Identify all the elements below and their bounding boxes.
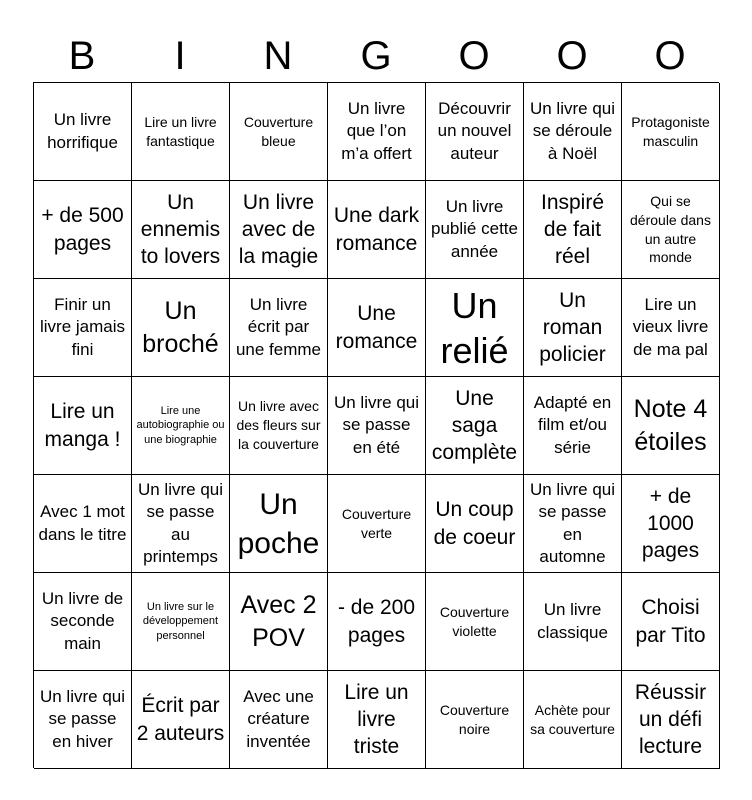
bingo-cell-r1-c2[interactable]: Lire un livre fantastique	[132, 83, 230, 181]
title-letter-o-1: O	[458, 34, 490, 78]
bingo-cell-r3-c4[interactable]: Une romance	[328, 279, 426, 377]
bingo-cell-r3-c2[interactable]: Un broché	[132, 279, 230, 377]
title-letter-o-3: O	[654, 34, 686, 78]
bingo-cell-r6-c7[interactable]: Choisi par Tito	[622, 573, 720, 671]
bingo-cell-r1-c3[interactable]: Couverture bleue	[230, 83, 328, 181]
bingo-cell-r7-c6[interactable]: Achète pour sa couverture	[524, 671, 622, 769]
bingo-cell-r7-c7[interactable]: Réussir un défi lecture	[622, 671, 720, 769]
bingo-cell-r2-c7[interactable]: Qui se déroule dans un autre monde	[622, 181, 720, 279]
bingo-cell-r1-c5[interactable]: Découvrir un nouvel auteur	[426, 83, 524, 181]
bingo-cell-r3-c7[interactable]: Lire un vieux livre de ma pal	[622, 279, 720, 377]
bingo-cell-r2-c6[interactable]: Inspiré de fait réel	[524, 181, 622, 279]
bingo-board	[33, 82, 719, 768]
bingo-cell-r4-c4[interactable]: Un livre qui se passe en été	[328, 377, 426, 475]
bingo-cell-r4-c5[interactable]: Une saga complète	[426, 377, 524, 475]
bingo-cell-r5-c4[interactable]: Couverture verte	[328, 475, 426, 573]
bingo-cell-r6-c5[interactable]: Couverture violette	[426, 573, 524, 671]
bingo-cell-r6-c3[interactable]: Avec 2 POV	[230, 573, 328, 671]
bingo-cell-r4-c3[interactable]: Un livre avec des fleurs sur la couverture	[230, 377, 328, 475]
bingo-cell-r6-c2[interactable]: Un livre sur le développement personnel	[132, 573, 230, 671]
bingo-cell-r4-c7[interactable]: Note 4 étoiles	[622, 377, 720, 475]
bingo-cell-r2-c3[interactable]: Un livre avec de la magie	[230, 181, 328, 279]
bingo-cell-r4-c6[interactable]: Adapté en film et/ou série	[524, 377, 622, 475]
bingo-cell-r3-c5[interactable]: Un relié	[426, 279, 524, 377]
bingo-cell-r5-c6[interactable]: Un livre qui se passe en automne	[524, 475, 622, 573]
bingo-cell-r7-c4[interactable]: Lire un livre triste	[328, 671, 426, 769]
bingo-cell-r4-c1[interactable]: Lire un manga !	[34, 377, 132, 475]
bingo-cell-r1-c4[interactable]: Un livre que l’on m’a offert	[328, 83, 426, 181]
bingo-cell-r5-c1[interactable]: Avec 1 mot dans le titre	[34, 475, 132, 573]
bingo-cell-r5-c2[interactable]: Un livre qui se passe au printemps	[132, 475, 230, 573]
bingo-cell-r2-c5[interactable]: Un livre publié cette année	[426, 181, 524, 279]
title-letter-n: N	[263, 34, 293, 78]
bingo-cell-r2-c2[interactable]: Un ennemis to lovers	[132, 181, 230, 279]
title-letter-b: B	[68, 34, 96, 78]
bingo-cell-r7-c3[interactable]: Avec une créature inventée	[230, 671, 328, 769]
bingo-cell-r1-c1[interactable]: Un livre horrifique	[34, 83, 132, 181]
bingo-cell-r7-c5[interactable]: Couverture noire	[426, 671, 524, 769]
bingo-cell-r6-c1[interactable]: Un livre de seconde main	[34, 573, 132, 671]
bingo-cell-r5-c3[interactable]: Un poche	[230, 475, 328, 573]
bingo-cell-r6-c4[interactable]: - de 200 pages	[328, 573, 426, 671]
bingo-cell-r6-c6[interactable]: Un livre classique	[524, 573, 622, 671]
title-letter-o-2: O	[556, 34, 588, 78]
bingo-cell-r3-c3[interactable]: Un livre écrit par une femme	[230, 279, 328, 377]
title-letter-g: G	[360, 34, 392, 78]
bingo-cell-r4-c2[interactable]: Lire une autobiographie ou une biographie	[132, 377, 230, 475]
title-letter-i: I	[174, 34, 186, 78]
bingo-cell-r5-c5[interactable]: Un coup de coeur	[426, 475, 524, 573]
bingo-cell-r1-c7[interactable]: Protagoniste masculin	[622, 83, 720, 181]
bingo-cell-r7-c2[interactable]: Écrit par 2 auteurs	[132, 671, 230, 769]
bingo-title	[33, 30, 719, 82]
bingo-cell-r2-c1[interactable]: + de 500 pages	[34, 181, 132, 279]
bingo-cell-r1-c6[interactable]: Un livre qui se déroule à Noël	[524, 83, 622, 181]
bingo-cell-r3-c6[interactable]: Un roman policier	[524, 279, 622, 377]
bingo-cell-r7-c1[interactable]: Un livre qui se passe en hiver	[34, 671, 132, 769]
bingo-cell-r2-c4[interactable]: Une dark romance	[328, 181, 426, 279]
bingo-cell-r3-c1[interactable]: Finir un livre jamais fini	[34, 279, 132, 377]
bingo-cell-r5-c7[interactable]: + de 1000 pages	[622, 475, 720, 573]
